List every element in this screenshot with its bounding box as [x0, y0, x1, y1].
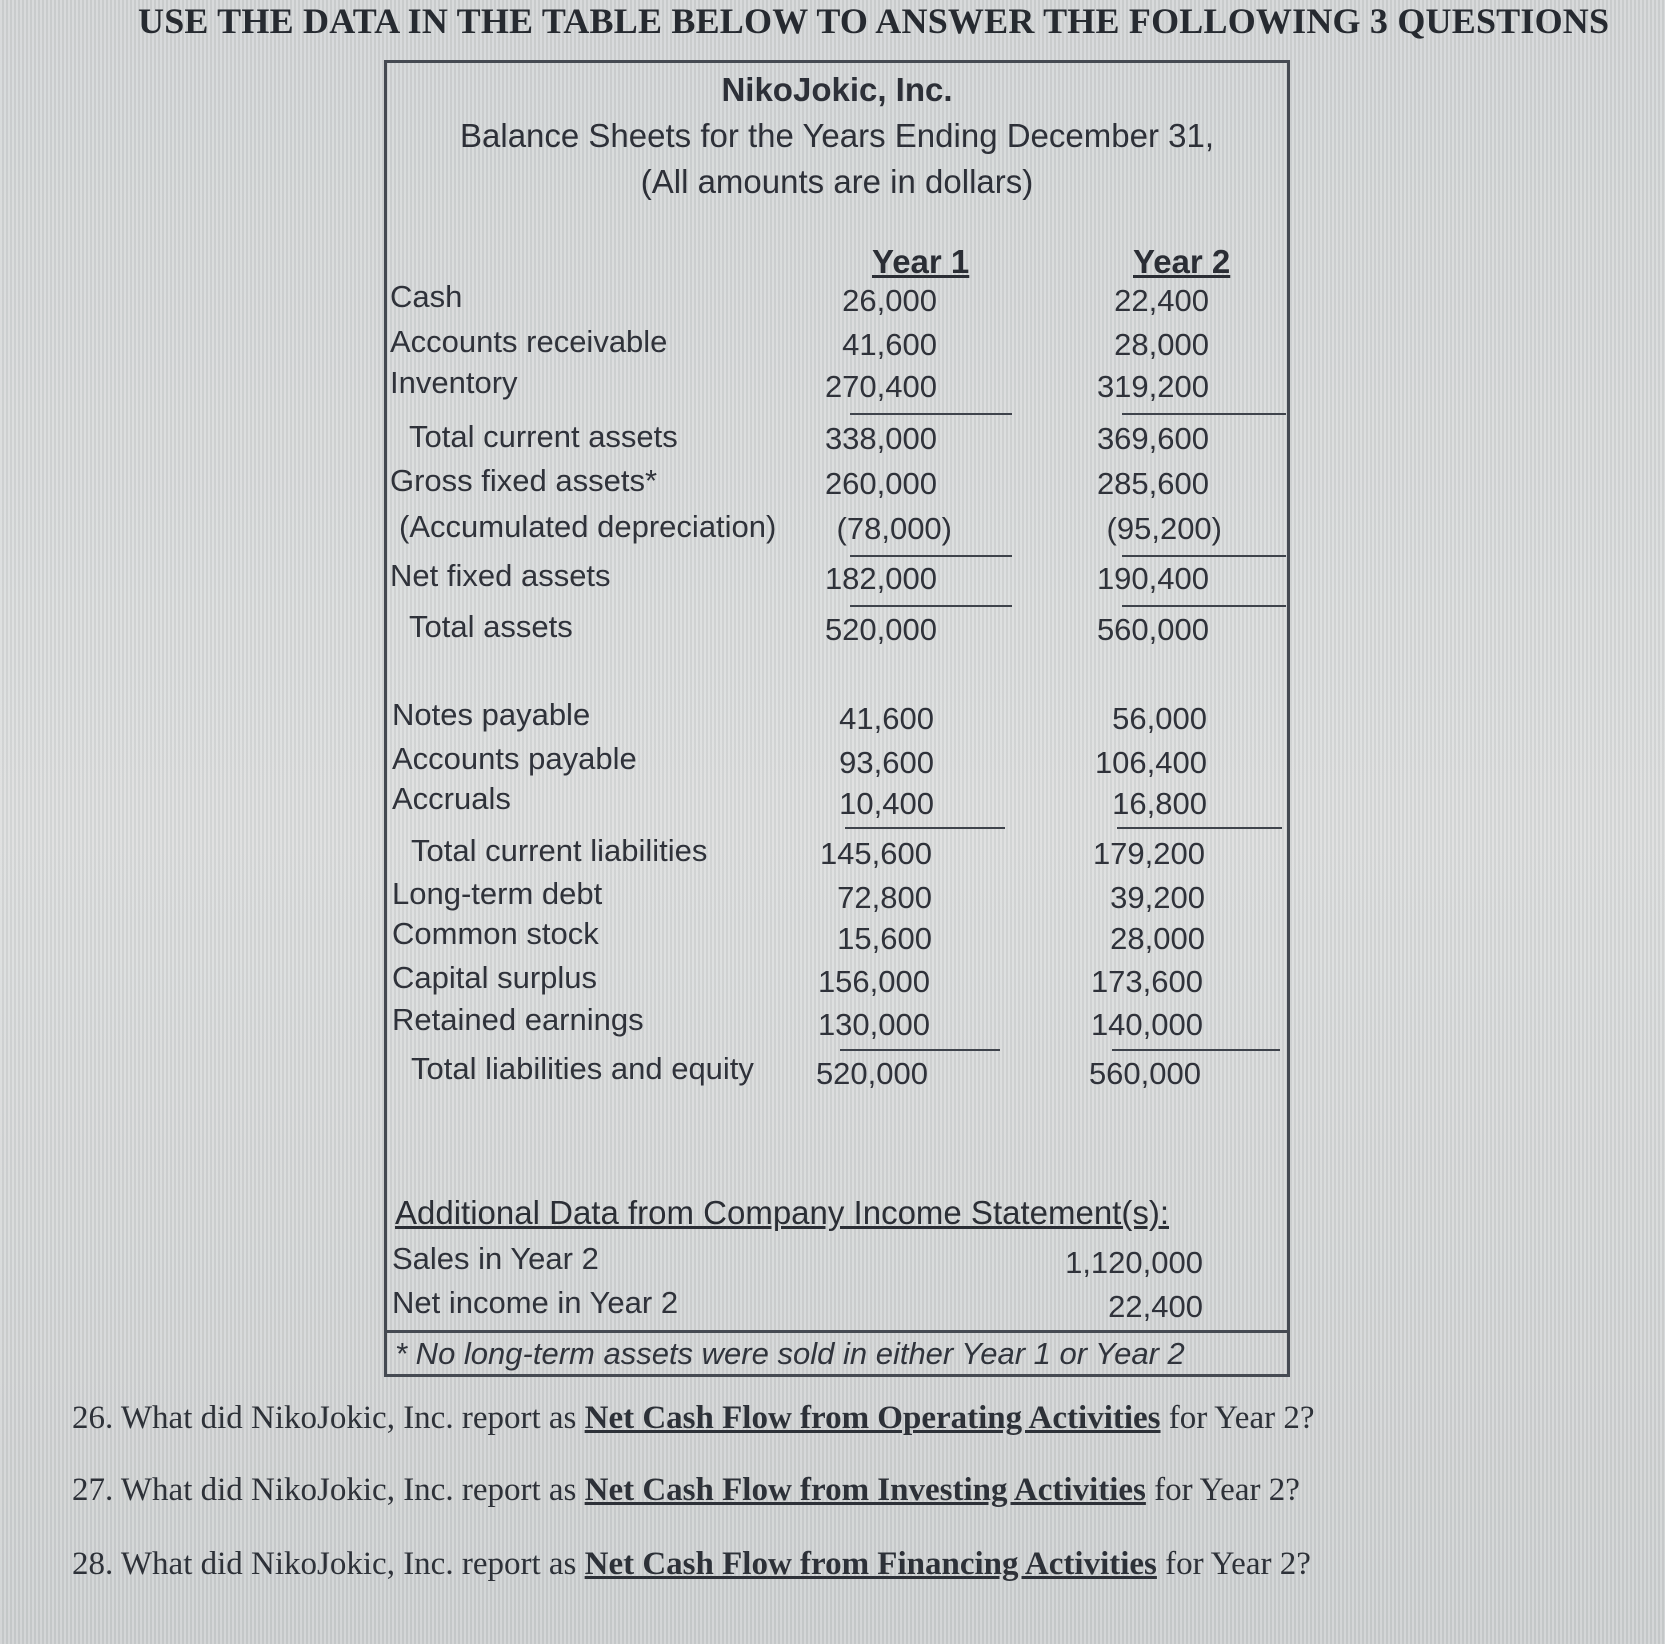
accounts-payable-year-2: 106,400 [1094, 745, 1207, 780]
inventory-year-1: 270,400 [824, 369, 937, 404]
subtotal-rule [850, 413, 1012, 415]
total-rule [1112, 1049, 1280, 1051]
row-label-common-stock: Common stock [392, 916, 599, 951]
row-label-notes-payable: Notes payable [392, 697, 591, 732]
accounts-receivable-year-2: 28,000 [1114, 327, 1209, 362]
row-label-total-current-assets: Total current assets [409, 419, 678, 454]
total-rule [840, 1049, 1000, 1051]
column-header-year-1: Year 1 [872, 243, 970, 280]
gross-fixed-assets-year-1: 260,000 [824, 466, 937, 501]
question-27 [72, 1472, 1300, 1509]
long-term-debt-year-2: 39,200 [1110, 880, 1205, 915]
question-27-emphasis: Net Cash Flow from Investing Activities [584, 1472, 1146, 1508]
retained-earnings-year-2: 140,000 [1090, 1007, 1203, 1042]
accumulated-depreciation-year-1: (78,000) [836, 511, 952, 546]
common-stock-year-1: 15,600 [837, 921, 932, 956]
accounts-payable-year-1: 93,600 [839, 745, 934, 780]
gross-fixed-assets-year-2: 285,600 [1096, 466, 1209, 501]
total-liabilities-and-equity-year-1: 520,000 [815, 1056, 928, 1091]
footnote: * No long-term assets were sold in either Year 1 or Year 2 [387, 1330, 1287, 1377]
sales-year-2-value: 1,120,000 [1065, 1245, 1203, 1280]
row-label-accumulated-depreciation: (Accumulated depreciation) [399, 509, 777, 544]
total-current-liabilities-year-1: 145,600 [819, 836, 932, 871]
row-label-total-current-liabilities: Total current liabilities [411, 833, 708, 868]
row-label-capital-surplus: Capital surplus [392, 960, 598, 995]
total-rule [1122, 605, 1286, 607]
capital-surplus-year-1: 156,000 [817, 964, 930, 999]
row-label-total-liabilities-and-equity: Total liabilities and equity [411, 1051, 754, 1086]
page-heading: USE THE DATA IN THE TABLE BELOW TO ANSWER THE FOLLOWING 3 QUESTIONS [138, 1, 1610, 41]
row-label-net-income-year-2: Net income in Year 2 [392, 1285, 679, 1320]
total-current-assets-year-1: 338,000 [824, 421, 937, 456]
row-label-inventory: Inventory [390, 365, 518, 400]
question-28-suffix: for Year 2? [1156, 1546, 1311, 1582]
row-label-net-fixed-assets: Net fixed assets [390, 558, 611, 593]
question-28-prefix: 28. What did NikoJokic, Inc. report as [72, 1546, 585, 1582]
cash-year-2: 22,400 [1114, 283, 1209, 318]
subtotal-rule [1122, 555, 1286, 557]
retained-earnings-year-1: 130,000 [817, 1007, 930, 1042]
notes-payable-year-1: 41,600 [839, 701, 934, 736]
row-label-accounts-receivable: Accounts receivable [390, 324, 668, 359]
net-fixed-assets-year-1: 182,000 [824, 561, 937, 596]
cash-year-1: 26,000 [842, 283, 937, 318]
statement-subtitle: Balance Sheets for the Years Ending December 31, [460, 117, 1214, 154]
question-28 [72, 1546, 1311, 1583]
additional-data-title: Additional Data from Company Income Statement(s): [395, 1194, 1170, 1231]
balance-sheet-table [384, 60, 1290, 1377]
question-27-prefix: 27. What did NikoJokic, Inc. report as [72, 1472, 585, 1508]
row-label-cash: Cash [390, 279, 463, 314]
common-stock-year-2: 28,000 [1110, 921, 1205, 956]
question-26-suffix: for Year 2? [1160, 1400, 1315, 1436]
total-liabilities-and-equity-year-2: 560,000 [1088, 1056, 1201, 1091]
subtotal-rule [850, 555, 1012, 557]
row-label-gross-fixed-assets: Gross fixed assets* [390, 463, 658, 498]
question-26-emphasis: Net Cash Flow from Operating Activities [584, 1400, 1161, 1436]
subtotal-rule [1122, 413, 1286, 415]
question-27-suffix: for Year 2? [1145, 1472, 1300, 1508]
row-label-retained-earnings: Retained earnings [392, 1002, 644, 1037]
company-name: NikoJokic, Inc. [721, 71, 953, 108]
accruals-year-2: 16,800 [1112, 786, 1207, 821]
accruals-year-1: 10,400 [839, 786, 934, 821]
row-label-total-assets: Total assets [409, 609, 573, 644]
row-label-sales-year-2: Sales in Year 2 [392, 1241, 599, 1276]
capital-surplus-year-2: 173,600 [1090, 964, 1203, 999]
net-income-year-2-value: 22,400 [1108, 1289, 1203, 1324]
notes-payable-year-2: 56,000 [1112, 701, 1207, 736]
total-assets-year-1: 520,000 [824, 612, 937, 647]
long-term-debt-year-1: 72,800 [837, 880, 932, 915]
accumulated-depreciation-year-2: (95,200) [1106, 511, 1222, 546]
row-label-accruals: Accruals [392, 781, 511, 816]
row-label-accounts-payable: Accounts payable [392, 741, 637, 776]
accounts-receivable-year-1: 41,600 [842, 327, 937, 362]
subtotal-rule [845, 827, 1005, 829]
total-rule [850, 605, 1012, 607]
net-fixed-assets-year-2: 190,400 [1096, 561, 1209, 596]
inventory-year-2: 319,200 [1096, 369, 1209, 404]
total-assets-year-2: 560,000 [1096, 612, 1209, 647]
question-28-emphasis: Net Cash Flow from Financing Activities [584, 1546, 1157, 1582]
column-header-year-2: Year 2 [1133, 243, 1231, 280]
total-current-assets-year-2: 369,600 [1096, 421, 1209, 456]
subtotal-rule [1117, 827, 1282, 829]
row-label-long-term-debt: Long-term debt [392, 876, 603, 911]
question-26 [72, 1400, 1314, 1437]
units-note: (All amounts are in dollars) [640, 163, 1034, 200]
question-26-prefix: 26. What did NikoJokic, Inc. report as [72, 1400, 585, 1436]
total-current-liabilities-year-2: 179,200 [1092, 836, 1205, 871]
